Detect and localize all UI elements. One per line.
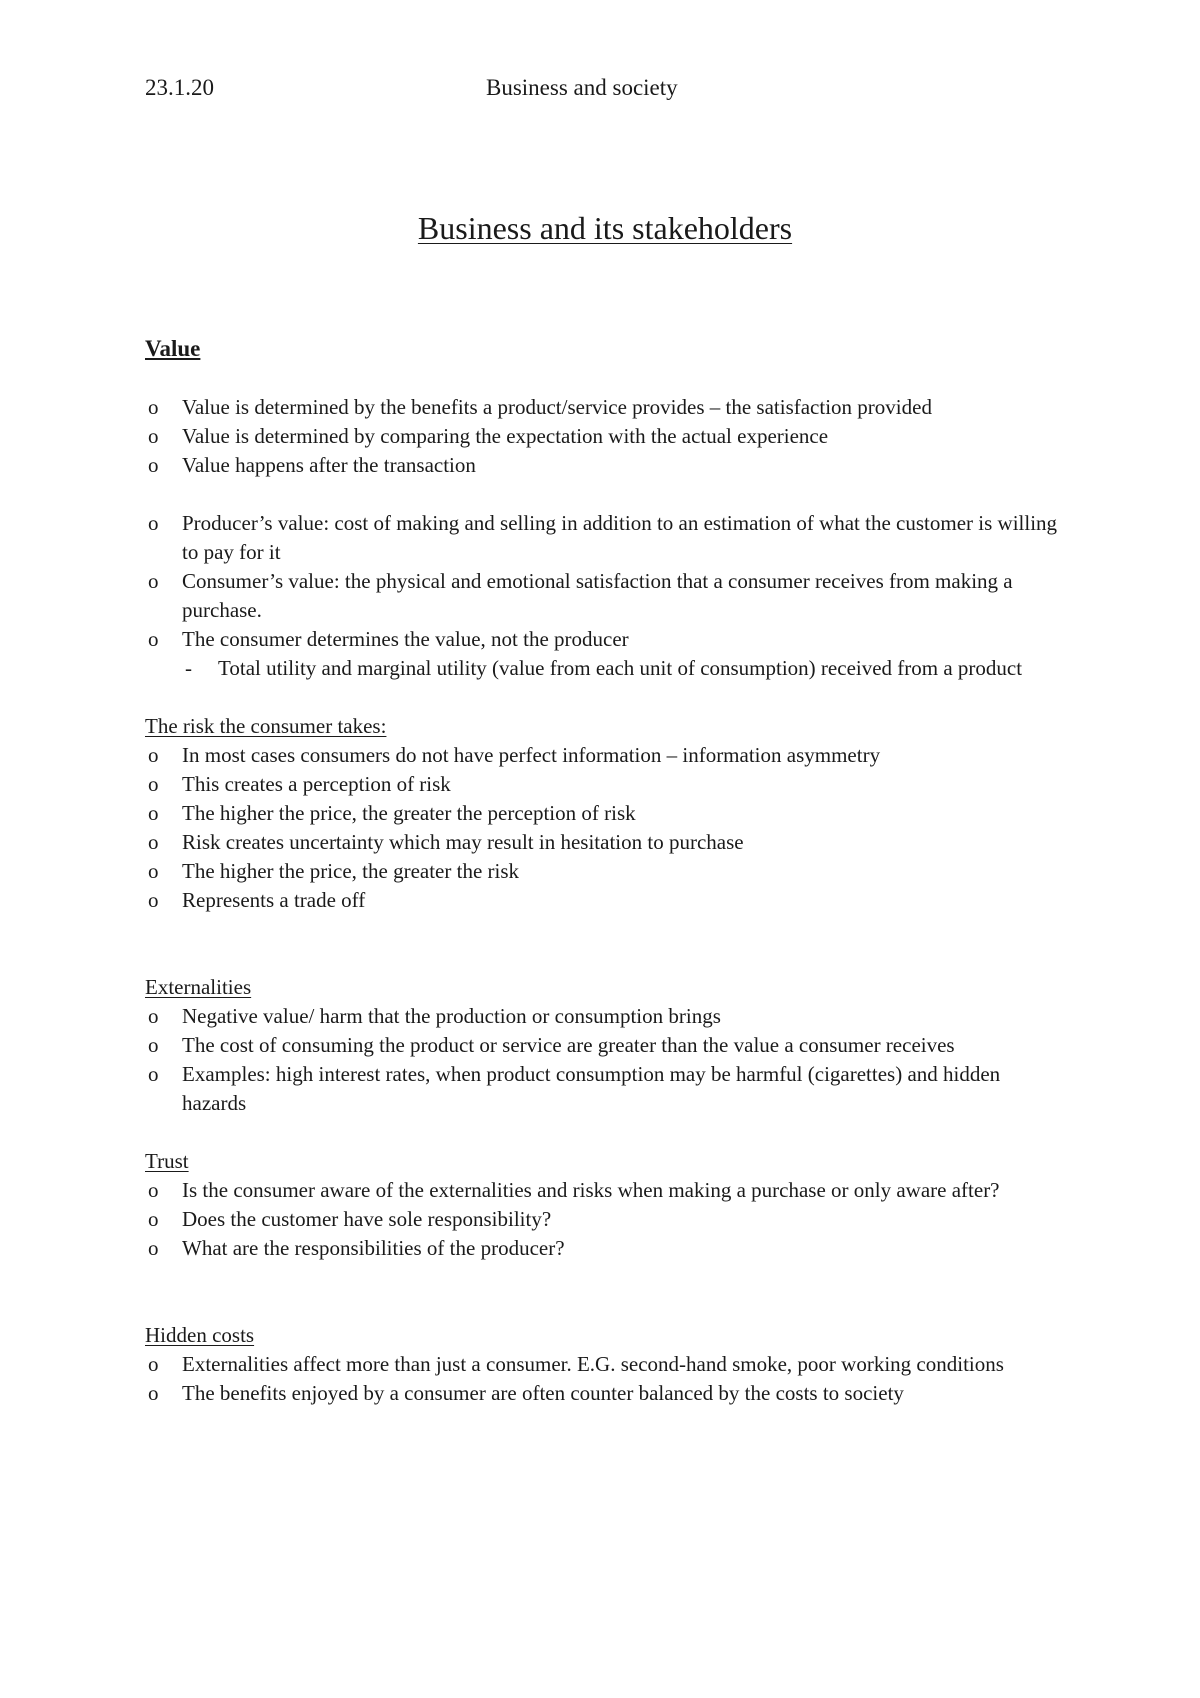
bullet-icon: o: [148, 511, 159, 535]
bullet-icon: o: [148, 1236, 159, 1260]
bullet-icon: o: [148, 830, 159, 854]
value-sub-list: [182, 654, 1065, 683]
list-item: [145, 1031, 1065, 1060]
list-item-text: The higher the price, the greater the risk: [182, 859, 520, 883]
dash-icon: -: [185, 656, 192, 680]
sub-list-item: [182, 654, 1065, 683]
value-list-2: [145, 509, 1065, 683]
list-item: [145, 1060, 1065, 1118]
bullet-icon: o: [148, 569, 159, 593]
bullet-icon: o: [148, 772, 159, 796]
hidden-costs-list: [145, 1350, 1065, 1408]
list-item-text: Risk creates uncertainty which may result in hesitation to purchase: [182, 830, 744, 854]
bullet-icon: o: [148, 1207, 159, 1231]
list-item-text: Represents a trade off: [182, 888, 366, 912]
header-date: 23.1.20: [145, 75, 214, 100]
bullet-icon: o: [148, 627, 159, 651]
list-item-text: In most cases consumers do not have perfect information – information asymmetry: [182, 743, 881, 767]
list-item-text: The consumer determines the value, not the producer: [182, 627, 629, 651]
list-item: [145, 1002, 1065, 1031]
list-item: [145, 857, 1065, 886]
list-item: [145, 393, 1065, 422]
bullet-icon: o: [148, 1033, 159, 1057]
list-item: [145, 1379, 1065, 1408]
list-item-text: Value happens after the transaction: [182, 453, 476, 477]
list-item: [145, 625, 1065, 683]
bullet-icon: o: [148, 395, 159, 419]
list-item-text: Value is determined by comparing the expectation with the actual experience: [182, 424, 829, 448]
section-risk: [145, 712, 1065, 915]
list-item-text: The benefits enjoyed by a consumer are often counter balanced by the costs to society: [182, 1381, 904, 1405]
section-hidden-costs: [145, 1321, 1065, 1408]
bullet-icon: o: [148, 743, 159, 767]
value-list-1: [145, 393, 1065, 480]
bullet-icon: o: [148, 1381, 159, 1405]
section-value: [145, 334, 1065, 683]
externalities-list: [145, 1002, 1065, 1118]
list-item-text: Consumer’s value: the physical and emotional satisfaction that a consumer receives from making a purchase.: [182, 569, 1013, 622]
bullet-icon: o: [148, 424, 159, 448]
list-item: [145, 770, 1065, 799]
list-item-text: Examples: high interest rates, when product consumption may be harmful (cigarettes) and hidden hazards: [182, 1062, 1001, 1115]
section-heading-trust: Trust: [145, 1149, 189, 1173]
trust-list: [145, 1176, 1065, 1263]
list-item: [145, 567, 1065, 625]
section-trust: [145, 1147, 1065, 1263]
sub-list-item-text: Total utility and marginal utility (value from each unit of consumption) received from a product: [218, 656, 1023, 680]
bullet-icon: o: [148, 801, 159, 825]
list-item: [145, 509, 1065, 567]
header-course-title: Business and society: [486, 75, 678, 100]
list-item: [145, 741, 1065, 770]
list-item-text: Negative value/ harm that the production or consumption brings: [182, 1004, 721, 1028]
bullet-icon: o: [148, 1062, 159, 1086]
bullet-icon: o: [148, 888, 159, 912]
document-body: [145, 334, 1065, 1408]
list-item-text: Value is determined by the benefits a product/service provides – the satisfaction provided: [182, 395, 932, 419]
bullet-icon: o: [148, 453, 159, 477]
risk-list: [145, 741, 1065, 915]
section-heading-hidden-costs: Hidden costs: [145, 1323, 255, 1347]
bullet-icon: o: [148, 859, 159, 883]
list-item: [145, 1176, 1065, 1205]
document-title: Business and its stakeholders: [417, 210, 793, 246]
list-item-text: Producer’s value: cost of making and selling in addition to an estimation of what the customer is willing to pay for it: [182, 511, 1058, 564]
bullet-icon: o: [148, 1352, 159, 1376]
list-item-text: This creates a perception of risk: [182, 772, 451, 796]
bullet-icon: o: [148, 1178, 159, 1202]
section-heading-externalities: Externalities: [145, 975, 252, 999]
section-heading-risk: The risk the consumer takes:: [145, 714, 387, 738]
list-item-text: Is the consumer aware of the externalities and risks when making a purchase or only aware after?: [182, 1178, 1000, 1202]
list-item-text: Externalities affect more than just a consumer. E.G. second-hand smoke, poor working conditions: [182, 1352, 1004, 1376]
list-item-text: The cost of consuming the product or service are greater than the value a consumer receives: [182, 1033, 955, 1057]
list-item: [145, 799, 1065, 828]
bullet-icon: o: [148, 1004, 159, 1028]
list-item: [145, 886, 1065, 915]
list-item: [145, 1350, 1065, 1379]
section-heading-value: Value: [145, 336, 201, 361]
list-item-text: Does the customer have sole responsibility?: [182, 1207, 552, 1231]
list-item: [145, 1234, 1065, 1263]
list-item: [145, 828, 1065, 857]
list-item-text: The higher the price, the greater the perception of risk: [182, 801, 636, 825]
list-item: [145, 422, 1065, 451]
list-item: [145, 451, 1065, 480]
list-item: [145, 1205, 1065, 1234]
section-externalities: [145, 973, 1065, 1118]
list-item-text: What are the responsibilities of the producer?: [182, 1236, 565, 1260]
